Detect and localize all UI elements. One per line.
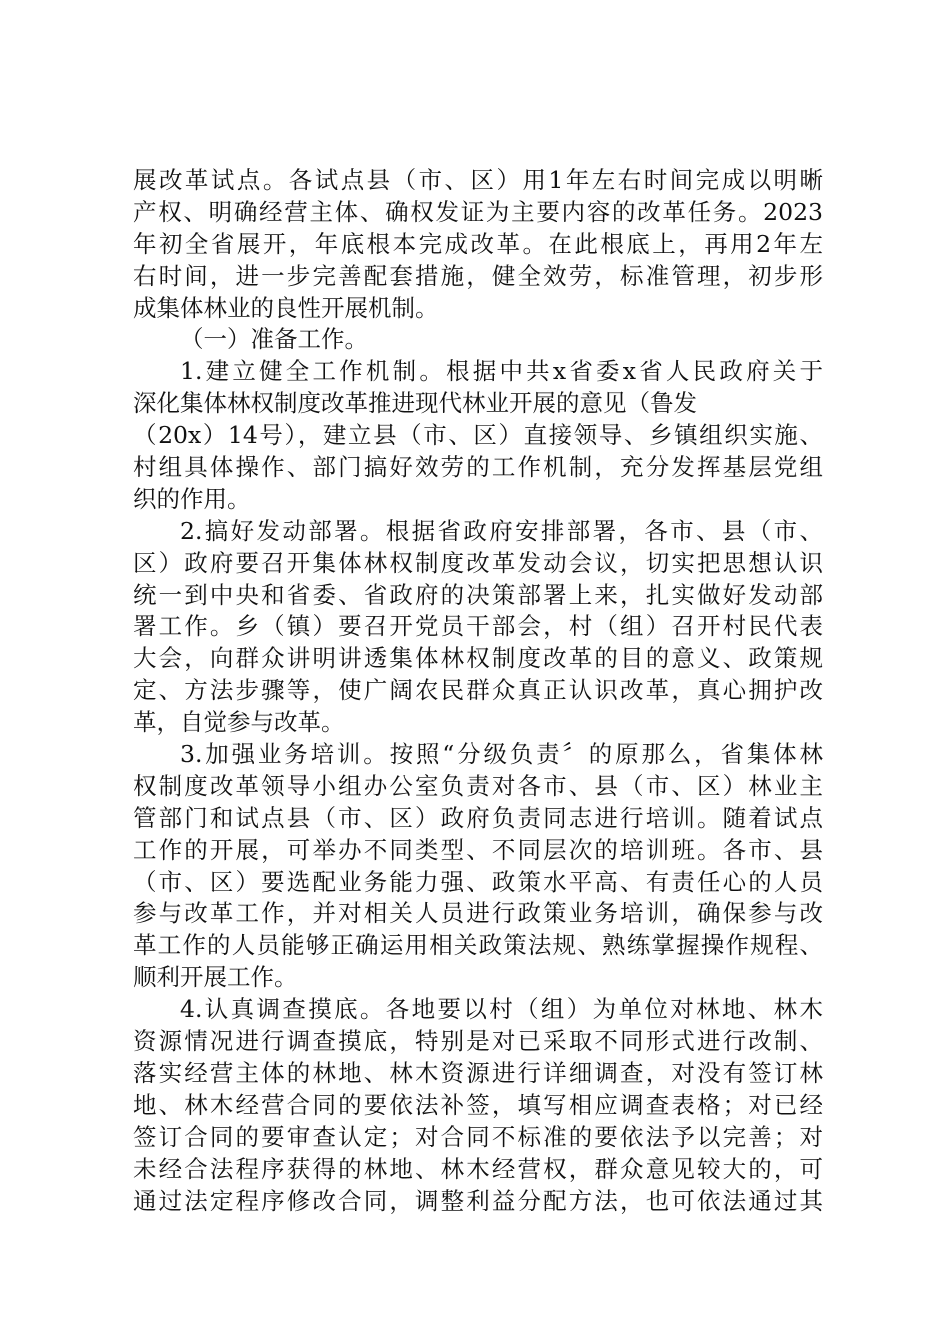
text-line: 参与改革工作，并对相关人员进行政策业务培训，确保参与改 xyxy=(133,899,823,928)
text-line: 资源情况进行调查摸底，特别是对已采取不同形式进行改制、 xyxy=(133,1027,823,1056)
text-line: 区）政府要召开集体林权制度改革发动会议，切实把思想认识 xyxy=(133,548,823,577)
text-line: 2.搞好发动部署。根据省政府安排部署，各市、县（市、 xyxy=(180,516,823,545)
text-line: （市、区）要选配业务能力强、政策水平高、有责任心的人员 xyxy=(133,867,823,896)
text-line: 顺利开展工作。 xyxy=(133,963,298,992)
text-line: 工作的开展，可举办不同类型、不同层次的培训班。各市、县 xyxy=(133,835,823,864)
text-line: 管部门和试点县（市、区）政府负责同志进行培训。随着试点 xyxy=(133,803,823,832)
text-line: 1.建立健全工作机制。根据中共x省委x省人民政府关于 xyxy=(180,357,823,386)
text-line: 落实经营主体的林地、林木资源进行详细调查，对没有签订林 xyxy=(133,1058,823,1087)
text-line: 署工作。乡（镇）要召开党员干部会，村（组）召开村民代表 xyxy=(133,612,823,641)
text-line: 统一到中央和省委、省政府的决策部署上来，扎实做好发动部 xyxy=(133,580,823,609)
text-line: 革，自觉参与改革。 xyxy=(133,708,345,737)
text-line: 村组具体操作、部门搞好效劳的工作机制，充分发挥基层党组 xyxy=(133,453,823,482)
text-line: 织的作用。 xyxy=(133,484,251,513)
text-line: 展改革试点。各试点县（市、区）用1年左右时间完成以明晰 xyxy=(133,166,823,194)
text-line: 通过法定程序修改合同，调整利益分配方法，也可依法通过其 xyxy=(133,1186,823,1215)
text-line: 地、林木经营合同的要依法补签，填写相应调查表格；对已经 xyxy=(133,1090,823,1119)
text-line: 年初全省展开，年底根本完成改革。在此根底上，再用2年左 xyxy=(133,229,823,258)
text-line: 产权、明确经营主体、确权发证为主要内容的改革任务。2023 xyxy=(133,197,823,226)
text-line: 定、方法步骤等，使广阔农民群众真正认识改革，真心拥护改 xyxy=(133,676,823,705)
document-body xyxy=(133,165,823,1217)
text-line: （一）准备工作。 xyxy=(180,325,368,354)
text-line: 深化集体林权制度改革推进现代林业开展的意见（鲁发 xyxy=(133,389,697,418)
text-line: 签订合同的要审查认定；对合同不标准的要依法予以完善；对 xyxy=(133,1122,823,1151)
text-line: （20x）14号），建立县（市、区）直接领导、乡镇组织实施、 xyxy=(133,421,823,450)
text-line: 大会，向群众讲明讲透集体林权制度改革的目的意义、政策规 xyxy=(133,644,823,673)
text-line: 3.加强业务培训。按照“分级负责〞的原那么，省集体林 xyxy=(180,740,823,769)
text-line: 未经合法程序获得的林地、林木经营权，群众意见较大的，可 xyxy=(133,1154,823,1183)
text-line: 右时间，进一步完善配套措施，健全效劳，标准管理，初步形 xyxy=(133,261,823,290)
text-line: 成集体林业的良性开展机制。 xyxy=(133,293,439,322)
text-line: 权制度改革领导小组办公室负责对各市、县（市、区）林业主 xyxy=(133,771,823,800)
text-line: 4.认真调查摸底。各地要以村（组）为单位对林地、林木 xyxy=(180,995,823,1024)
text-line: 革工作的人员能够正确运用相关政策法规、熟练掌握操作规程、 xyxy=(133,931,823,960)
